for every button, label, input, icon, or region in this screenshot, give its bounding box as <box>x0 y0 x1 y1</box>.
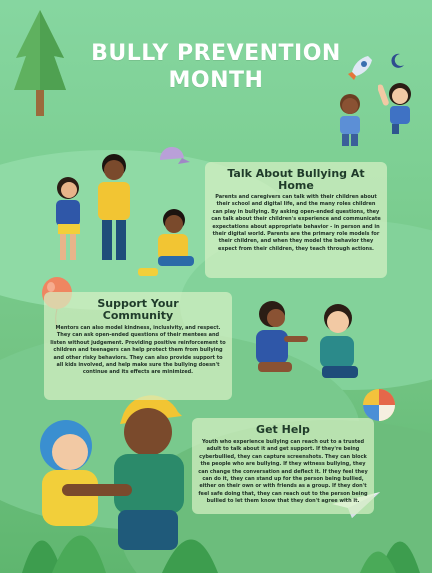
section-body: Mentors can also model kindness, inclusivity, and respect. They can ask open-ended questions of their mentees and listen without judgement. Providing positive reinforcement to children and teenagers can help protect them from bullying and other risky behaviors. They can also provide support to all kids involved, and help make sure the bullying doesn't continue and its effects are minimized. <box>50 325 226 376</box>
section-heading: Support Your Community <box>97 297 179 322</box>
section-heading: Get Help <box>256 423 310 436</box>
kids-comforting-illustration <box>246 296 376 396</box>
rocket-icon <box>346 52 376 82</box>
section-body: Parents and caregivers can talk with their children about their school and digital life, and the many roles children can play in bullying. By asking open-ended questions, they can talk about their children's experience and communicate expectations about appropriate behavior - in person and in their digital world. Parents are the primary role models for their children, and when they model the behavior they expect from their children, they teach through actions. <box>211 194 381 252</box>
section-card-help <box>192 418 374 514</box>
section-card-support <box>44 292 232 400</box>
moon-icon <box>388 52 406 70</box>
section-heading: Talk About Bullying At Home <box>227 167 365 192</box>
kid-illustration <box>330 90 370 150</box>
section-body: Youth who experience bullying can reach out to a trusted adult to talk about it and get support. If they're being cyberbullied, they can capture screenshots. They can block the people who are bullying. If they witness bullying, they can change the conversation and deflect it. If they feel they can do it, they can stand up for the person being bullied, either on their own or with friends as a group. If they don't feel safe doing that, they can reach out to the person being bullied to let them know that they don't agree with it. <box>198 439 368 505</box>
kids-group-illustration <box>36 150 206 280</box>
title-line-2: MONTH <box>168 68 264 93</box>
ball-icon <box>362 388 396 422</box>
kid-illustration <box>378 78 422 138</box>
title-line-1: BULLY PREVENTION <box>91 41 341 66</box>
section-card-talk <box>205 162 387 278</box>
